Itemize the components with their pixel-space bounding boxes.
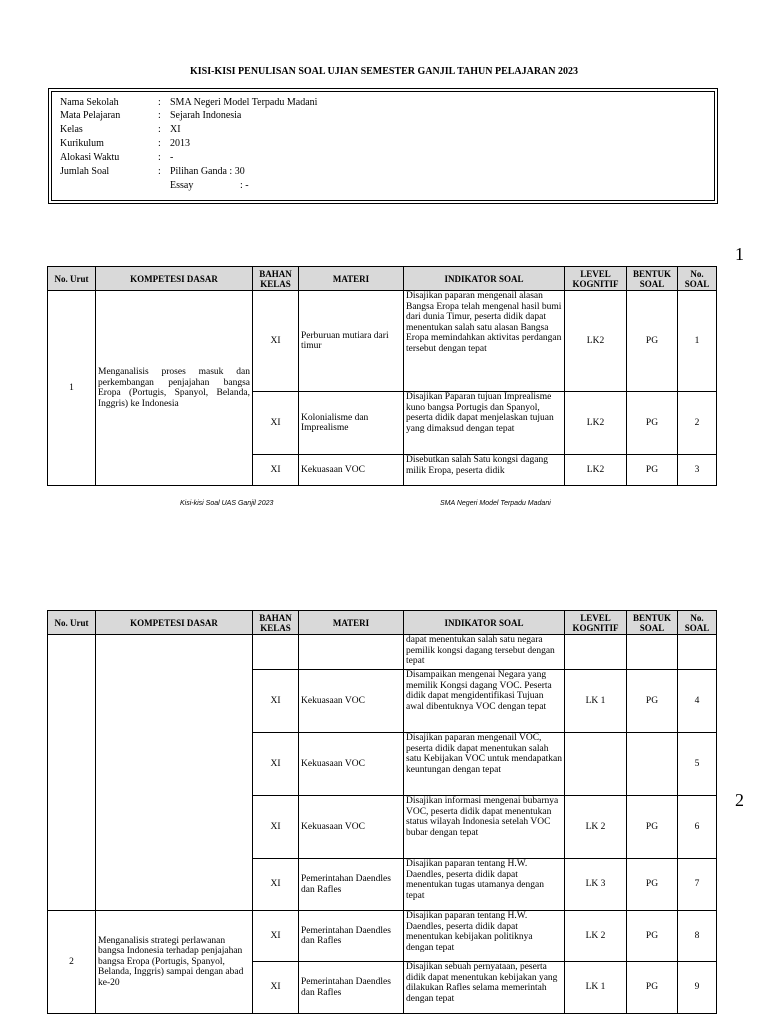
footer-left: Kisi-kisi Soal UAS Ganjil 2023 [180, 500, 274, 507]
info-row: Mata Pelajaran : Sejarah Indonesia [60, 110, 242, 121]
bahan-kelas: XI [253, 962, 299, 1014]
level-kognitif: LK 1 [565, 962, 627, 1014]
materi: Kekuasaan VOC [299, 455, 404, 486]
grid-table-page-1 [47, 266, 717, 486]
indikator: Disampaikan mengenai Negara yang memilik Kongsi dagang VOC. Peserta didik dapat mengidentifikasi Tujuan awal dibentuknya VOC dengan tepat [404, 670, 565, 733]
table-row [48, 911, 717, 962]
bentuk-soal [627, 733, 678, 796]
level-kognitif: LK 3 [565, 859, 627, 911]
bentuk-soal: PG [627, 455, 678, 486]
kompetensi-dasar [96, 635, 253, 911]
info-label: Kelas [60, 124, 83, 135]
level-kognitif: LK2 [565, 392, 627, 455]
header-kd: KOMPETESI DASAR [96, 267, 253, 291]
table-row [48, 291, 717, 392]
info-label: Nama Sekolah [60, 97, 119, 108]
page-number: 1 [735, 244, 744, 264]
header-bentuk: BENTUK SOAL [627, 611, 678, 635]
header-bahan: BAHAN KELAS [253, 267, 299, 291]
header-indikator: INDIKATOR SOAL [404, 611, 565, 635]
indikator: Disajikan paparan mengenail alasan Bangsa Eropa telah mengenal hasil bumi dari dunia Timur, peserta didik dapat menentukan salah satu alasan Bangsa Eropa memindahkan aktivitas perdangan tersebut dengan tepat [404, 291, 565, 392]
bahan-kelas [253, 635, 299, 670]
bentuk-soal: PG [627, 392, 678, 455]
bentuk-soal: PG [627, 911, 678, 962]
materi: Kekuasaan VOC [299, 670, 404, 733]
bentuk-soal: PG [627, 291, 678, 392]
header-no: No. Urut [48, 267, 96, 291]
bentuk-soal [627, 635, 678, 670]
indikator: Disajikan paparan tentang H.W. Daendles, peserta didik dapat menentukan tugas utamanya dengan tepat [404, 859, 565, 911]
nomor-soal: 7 [678, 859, 717, 911]
header-row [48, 267, 717, 291]
info-label: Kurikulum [60, 138, 104, 149]
nomor-soal [678, 635, 717, 670]
header-level: LEVEL KOGNITIF [565, 267, 627, 291]
info-value: - [170, 152, 174, 163]
footer-right: SMA Negeri Model Terpadu Madani [440, 500, 551, 507]
nomor-soal: 9 [678, 962, 717, 1014]
materi: Kekuasaan VOC [299, 796, 404, 859]
level-kognitif: LK2 [565, 455, 627, 486]
indikator: Disajikan sebuah pernyataan, peserta didik dapat menentukan kebijakan yang dilakukan Rafles selama memerintah dengan tepat [404, 962, 565, 1014]
row-number: 2 [48, 911, 96, 1014]
document-title: KISI-KISI PENULISAN SOAL UJIAN SEMESTER GANJIL TAHUN PELAJARAN 2023 [189, 66, 579, 77]
school-info-box [48, 88, 718, 204]
bahan-kelas: XI [253, 392, 299, 455]
header-indikator: INDIKATOR SOAL [404, 267, 565, 291]
row-number [48, 635, 96, 911]
indikator: Disajikan informasi mengenai bubarnya VOC, peserta didik dapat menentukan status wilayah Indonesia setelah VOC bubar dengan tepat [404, 796, 565, 859]
info-row: Kurikulum : 2013 [60, 138, 190, 149]
header-materi: MATERI [299, 611, 404, 635]
indikator: Disebutkan salah Satu kongsi dagang milik Eropa, peserta didik [404, 455, 565, 486]
bentuk-soal: PG [627, 796, 678, 859]
header-kd: KOMPETESI DASAR [96, 611, 253, 635]
level-kognitif: LK 1 [565, 670, 627, 733]
materi: Pemerintahan Daendles dan Rafles [299, 859, 404, 911]
nomor-soal: 6 [678, 796, 717, 859]
bahan-kelas: XI [253, 859, 299, 911]
header-nosoal: No. SOAL [678, 267, 717, 291]
kompetensi-dasar: Menganalisis strategi perlawanan bangsa Indonesia terhadap penjajahan bangsa Eropa (Portugis, Spanyol, Belanda, Inggris) sampai dengan abad ke-20 [96, 911, 253, 1014]
nomor-soal: 5 [678, 733, 717, 796]
table-row [48, 635, 717, 670]
level-kognitif: LK 2 [565, 796, 627, 859]
bahan-kelas: XI [253, 796, 299, 859]
info-value: 2013 [170, 138, 190, 149]
info-label: Mata Pelajaran [60, 110, 121, 121]
info-row-essay [170, 180, 249, 192]
info-value: Pilihan Ganda : 30 [170, 166, 245, 177]
info-row: Alokasi Waktu : - [60, 152, 174, 163]
nomor-soal: 2 [678, 392, 717, 455]
info-row: Kelas : XI [60, 124, 181, 135]
materi: Kolonialisme dan Imprealisme [299, 392, 404, 455]
bahan-kelas: XI [253, 291, 299, 392]
row-number: 1 [48, 291, 96, 486]
info-row: Jumlah Soal : Pilihan Ganda : 30 [60, 166, 245, 177]
info-label: Alokasi Waktu [60, 152, 120, 163]
bahan-kelas: XI [253, 911, 299, 962]
bahan-kelas: XI [253, 455, 299, 486]
nomor-soal: 4 [678, 670, 717, 733]
header-nosoal: No. SOAL [678, 611, 717, 635]
kompetensi-dasar: Menganalisis proses masuk dan perkembangan penjajahan bangsa Eropa (Portugis, Spanyol, Belanda, Inggris) ke Indonesia [96, 291, 253, 486]
nomor-soal: 8 [678, 911, 717, 962]
materi [299, 635, 404, 670]
indikator: Disajikan paparan mengenail VOC, peserta didik dapat menentukan salah satu Kebijakan VOC untuk mendapatkan keuntungan dengan tepat [404, 733, 565, 796]
header-row [48, 611, 717, 635]
indikator-continued: dapat menentukan salah satu negara pemilik kongsi dagang tersebut dengan tepat [404, 635, 565, 670]
info-value: Sejarah Indonesia [170, 110, 242, 121]
page-number: 2 [735, 790, 744, 810]
bahan-kelas: XI [253, 733, 299, 796]
header-bahan: BAHAN KELAS [253, 611, 299, 635]
info-value: : - [240, 180, 249, 191]
materi: Pemerintahan Daendles dan Rafles [299, 911, 404, 962]
header-no: No. Urut [48, 611, 96, 635]
info-label: Essay [170, 180, 194, 191]
info-value: SMA Negeri Model Terpadu Madani [170, 97, 318, 108]
header-bentuk: BENTUK SOAL [627, 267, 678, 291]
grid-table-page-2 [47, 610, 717, 1014]
bentuk-soal: PG [627, 670, 678, 733]
materi: Perburuan mutiara dari timur [299, 291, 404, 392]
header-level: LEVEL KOGNITIF [565, 611, 627, 635]
level-kognitif [565, 635, 627, 670]
info-value: XI [170, 124, 181, 135]
level-kognitif: LK 2 [565, 911, 627, 962]
bahan-kelas: XI [253, 670, 299, 733]
nomor-soal: 1 [678, 291, 717, 392]
info-row: Nama Sekolah : SMA Negeri Model Terpadu Madani [60, 97, 318, 108]
indikator: Disajikan paparan tentang H.W. Daendles, peserta didik dapat menentukan kebijakan politiknya dengan tepat [404, 911, 565, 962]
indikator: Disajikan Paparan tujuan Imprealisme kuno bangsa Portugis dan Spanyol, peserta didik dapat menjelaskan tujuan yang dimaksud dengan tepat [404, 392, 565, 455]
header-materi: MATERI [299, 267, 404, 291]
info-label: Jumlah Soal [60, 166, 110, 177]
nomor-soal: 3 [678, 455, 717, 486]
level-kognitif [565, 733, 627, 796]
bentuk-soal: PG [627, 962, 678, 1014]
bentuk-soal: PG [627, 859, 678, 911]
level-kognitif: LK2 [565, 291, 627, 392]
materi: Pemerintahan Daendles dan Rafles [299, 962, 404, 1014]
materi: Kekuasaan VOC [299, 733, 404, 796]
